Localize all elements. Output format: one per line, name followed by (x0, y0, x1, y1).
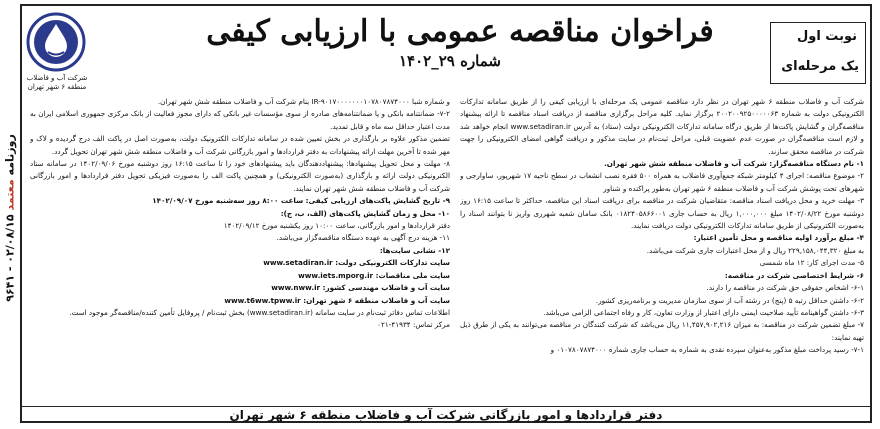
right-column-paragraph: ۶-۳- داشتن گواهینامه تأیید صلاحیت ایمنی دارای اعتبار از وزارت تعاون، کار و رفاه اجتماعی الزامی می‌باشد. (543, 307, 864, 317)
left-column-paragraph: ۹- تاریخ گشایش پاکت‌های ارزیابی کیفی: ساعت ۸:۰۰ روز سه‌شنبه مورخ ۱۴۰۲/۰۹/۰۷ (152, 196, 450, 206)
right-column-paragraph: ۳- مهلت خرید و محل دریافت اسناد مناقصه: متقاضیان شرکت در مناقصه برای دریافت اسناد این مناقصه، حداکثر تا ساعت ۱۶:۱۵ روز دوشنبه مورخ ۱۴۰۲/۰۸/۲۲ مبلغ ۱,۰۰۰,۰۰۰ ریال به حساب جاری ۰۱۸۲۴۰۵۸۶۶۰۰۱ بانک سامان شعبه شهرری واریز نا بتوانند اسناد را به‌صورت الکترونیکی از طریق سامانه تدارکات الکترونیکی دولت دریافت نمایند. (460, 196, 864, 231)
right-column-paragraph: ۲- موضوع مناقصه: اجرای ۴ کیلومتر شبکه جمع‌آوری فاضلاب به همراه ۵۰۰ فقره نصب انشعاب در سطح ناحیه ۱۷ شهرپور، ساوارجی و شهرهای تحت پوشش شرکت آب و فاضلاب منطقه ۶ شهر تهران به‌طور پراکنده و شناور (460, 171, 864, 193)
round-label: نوبت اول (796, 29, 857, 44)
water-company-logo-icon (26, 12, 86, 74)
right-column-paragraph: ۵- مدت اجرای کار: ۱۲ ماه شمسی (759, 258, 864, 268)
left-column-paragraph: سایت ملی مناقصات: www.iets.mporg.ir (298, 270, 450, 280)
side-publication-name: معتمد (3, 179, 17, 211)
side-paper-name: روزنامه (3, 134, 17, 176)
left-column-paragraph: تضمین مذکور علاوه بر بارگذاری در بخش تعیین شده در سامانه تدارکات الکترونیک دولت، به‌صورت اصل در پاکت الف درج گردیده و لاک و مهر شده تا آخرین مهلت ارائه پیشنهادات به دفتر قراردادها و امور بازرگانی شرکت آب و فاضلاب منطقه شش شهر تهران تحویل گردد. (30, 134, 450, 156)
right-column-paragraph: ۶- شرایط اختصاصی شرکت در مناقصه: (724, 270, 864, 280)
stage-label: یک مرحله‌ای (781, 59, 859, 74)
right-column-paragraph: ۱- نام دستگاه مناقصه‌گزار: شرکت آب و فاضلاب منطقه شش شهر تهران. (604, 159, 864, 169)
side-caption (4, 134, 17, 302)
page-title: فراخوان مناقصه عمومی با ارزیابی کیفی (206, 14, 714, 49)
left-column-paragraph: سایت تدارکات الکترونیکی دولت: www.setadiran.ir (263, 258, 450, 268)
left-column-paragraph: و شماره شبا IR-۹۰۱۷۰۰۰۰۰۰۰۱۰۷۸۰۷۸۷۴۰۰۰ بنام شرکت آب و فاضلاب منطقه شش شهر تهران. (157, 97, 450, 106)
right-column-paragraph: ۶-۲- داشتن حداقل رتبه ۵ (پنج) در رشته آب از سوی سازمان مدیریت و برنامه‌ریزی کشور. (595, 295, 864, 305)
left-column-paragraph: مرکز تماس: ۴۱۹۳۴-۰۲۱ (377, 320, 450, 330)
round-badge (770, 22, 866, 84)
right-column-paragraph: ۷-۱- رسید پرداخت مبلغ مذکور به‌عنوان سپرده نقدی به شماره به حساب جاری شماره ۰۱۰۷۸۰۷۸۷۴۰۰۰ و (550, 345, 864, 355)
left-column-paragraph: سایت آب و فاضلاب منطقه ۶ شهر تهران: www.t6ww.tpww.ir (224, 295, 450, 305)
left-column-paragraph: سایت آب و فاضلاب مهندسی کشور: www.nww.ir (271, 283, 450, 293)
left-column-paragraph: اطلاعات تماس دفاتر ثبت‌نام در سایت سامانه (www.setadiran.ir) بخش ثبت‌نام / پروفایل تأمین کننده/مناقصه‌گر موجود است. (69, 307, 450, 317)
right-column-paragraph: شرکت آب و فاضلاب منطقه ۶ شهر تهران در نظر دارد مناقصه عمومی یک مرحله‌ای با ارزیابی کیفی را از طریق سامانه تدارکات الکترونیکی دولت به شماره ۲۰۰۲۰۰۹۲۵۰۰۰۰۰۶۳ برگزار نماید. کلیه مراحل برگزاری مناقصه از دریافت اسناد مناقصه تا ارائه پیشنهاد مناقصه‌گران و گشایش پاکت‌ها از طریق درگاه سامانه تدارکات الکترونیکی دولت (ستاد) به آدرس www.setadiran.ir انجام خواهد شد و لازم است مناقصه‌گران در صورت عدم عضویت قبلی، مراحل ثبت‌نام در سایت مذکور و دریافت گواهی امضای الکترونیکی را جهت شرکت در مناقصه محقق سازند. (460, 97, 864, 156)
right-column-paragraph: ۶-۱- اشخاص حقوقی حق شرکت در مناقصه را دارند. (706, 283, 864, 293)
side-strip (0, 4, 20, 423)
right-column-paragraph: ۷- مبلغ تضمین شرکت در مناقصه: به میزان ۱۱,۴۵۷,۹۰۲,۲۱۶ ریال می‌باشد که شرکت کنندگان در مناقصه می‌توانند به یکی از طرق ذیل تهیه نمایند: (460, 320, 864, 342)
left-text-column (30, 96, 450, 406)
left-column-paragraph: ۱۱- هزینه درج آگهی به عهده دستگاه مناقصه‌گزار می‌باشد. (276, 233, 450, 243)
right-column-paragraph: ۴- مبلغ برآورد اولیه مناقصه و محل تأمین اعتبار: (693, 233, 864, 243)
left-column-paragraph: ۱۲- نشانی سایت‌ها: (379, 245, 450, 255)
left-column-paragraph: ۷-۲- ضمانتنامه بانکی و یا ضمانتنامه‌های صادره از سوی مؤسسات غیر بانکی که دارای مجوز فعالیت از بانک مرکزی جمهوری اسلامی ایران به مدت اعتبار حداقل سه ماه و قابل تمدید. (30, 109, 450, 131)
footer-signature: دفتر قراردادها و امور بازرگانی شرکت آب و فاضلاب منطقه ۶ شهر تهران (22, 406, 870, 423)
left-column-paragraph: دفتر قراردادها و امور بازرگانی، ساعت ۱۰:۰۰ روز یکشنبه مورخ ۱۴۰۲/۰۹/۱۲ (223, 221, 450, 231)
right-text-column (460, 96, 864, 406)
tender-number: شماره ۲۹_۱۴۰۲ (399, 52, 501, 70)
left-column-paragraph: ۸- مهلت و محل تحویل پیشنهادها: پیشنهاددهندگان باید پیشنهادهای خود را تا ساعت ۱۶:۱۵ روز دوشنبه مورخ ۱۴۰۲/۰۹/۰۶ در سامانه ستاد الکترونیکی دولت ارائه و بارگذاری (به‌صورت الکترونیکی) و همچنین پاکت الف را به‌صورت فیزیکی تحویل دفتر قراردادها و امور بازرگانی شرکت آب و فاضلاب منطقه شش شهر تهران نمایند. (30, 159, 450, 193)
left-column-paragraph: ۱۰- محل و زمان گشایش پاکت‌های (الف، ب، ج): (280, 208, 450, 218)
right-column-paragraph: به مبلغ ۲۲۹,۱۵۸,۰۴۴,۳۲۰ ریال و از محل اعتبارات جاری شرکت می‌باشد. (646, 245, 864, 255)
org-caption: شرکت آب و فاضلاب منطقه ۶ شهر تهران (26, 74, 88, 91)
side-issue-date: ۰۲/۰۸/۱۵ - ۹۶۴۱ (3, 214, 17, 302)
